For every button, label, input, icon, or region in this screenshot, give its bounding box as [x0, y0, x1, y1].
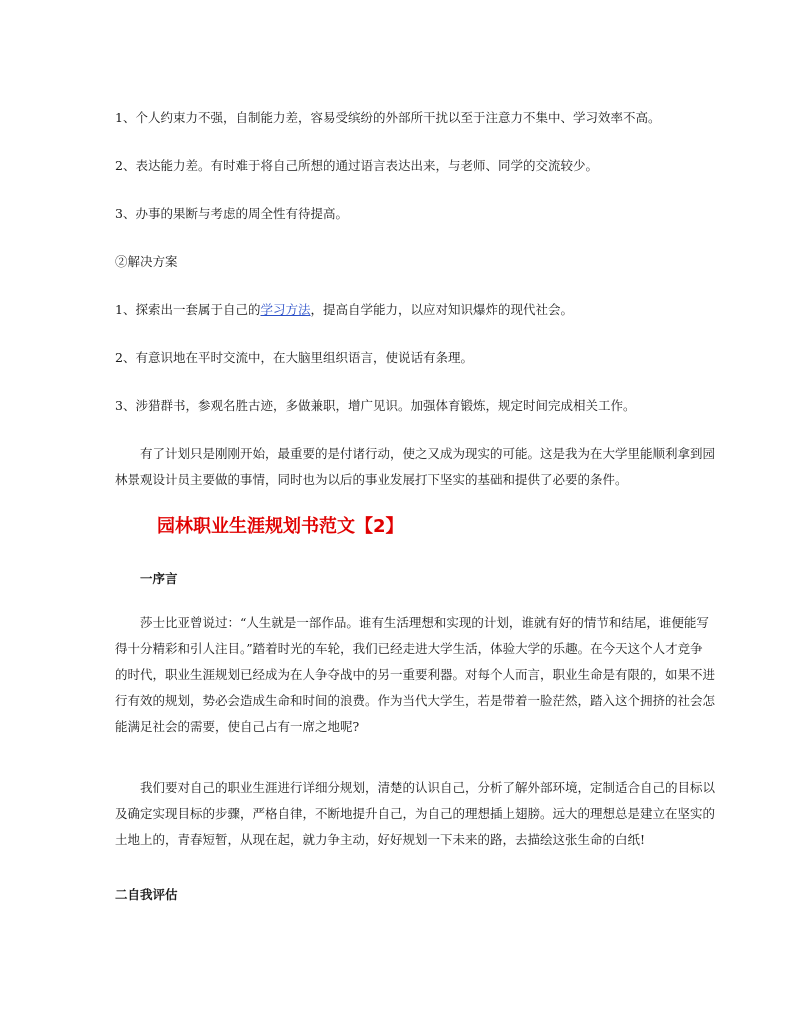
conclusion-paragraph: [115, 441, 716, 493]
solution-item-1-text-before: 1、探索出一套属于自己的: [115, 302, 261, 317]
preface-p2-line-1: 我们要对自己的职业生涯进行详细分规划，清楚的认识自己，分析了解外部环境，定制适合自己的目标以: [140, 780, 716, 795]
preface-p1-line-3: 的时代，职业生涯规划已经成为在人争夺战中的另一重要利器。对每个人而言，职业生命是有限的，如果不进: [115, 667, 716, 682]
solution-item-2: 2、有意识地在平时交流中，在大脑里组织语言，使说话有条理。: [115, 350, 473, 365]
preface-paragraph-1: [115, 610, 716, 740]
weakness-item-2: 2、表达能力差。有时难于将自己所想的通过语言表达出来，与老师、同学的交流较少。: [115, 158, 598, 173]
solution-item-1-text-after: ，提高自学能力，以应对知识爆炸的现代社会。: [310, 302, 573, 317]
section-heading-self-assessment: 二自我评估: [115, 887, 178, 902]
conclusion-line-2: 林景观设计员主要做的事情，同时也为以后的事业发展打下坚实的基础和提供了必要的条件。: [115, 472, 628, 487]
solution-item-3: 3、涉猎群书，参观名胜古迹，多做兼职，增广见识。加强体育锻炼，规定时间完成相关工作。: [115, 398, 636, 413]
preface-p1-line-1: 莎士比亚曾说过：“人生就是一部作品。谁有生活理想和实现的计划，谁就有好的情节和结尾，谁便能写: [140, 615, 709, 630]
section-heading-preface: 一序言: [140, 571, 178, 586]
preface-p1-line-4: 行有效的规划，势必会造成生命和时间的浪费。作为当代大学生，若是带着一脸茫然，踏入这个拥挤的社会怎: [115, 693, 716, 708]
weakness-item-3: 3、办事的果断与考虑的周全性有待提高。: [115, 206, 348, 221]
article-title: 园林职业生涯规划书范文【2】: [157, 516, 404, 537]
weakness-item-1: 1、个人约束力不强，自制能力差，容易受缤纷的外部所干扰以至于注意力不集中、学习效率不高。: [115, 110, 661, 125]
preface-p1-line-2: 得十分精彩和引人注目。”踏着时光的车轮，我们已经走进大学生活，体验大学的乐趣。在今天这个人才竞争: [115, 641, 703, 656]
preface-p2-line-3: 土地上的，青春短暂，从现在起，就力争主动，好好规划一下未来的路，去描绘这张生命的白纸!: [115, 832, 646, 847]
solution-heading: ②解决方案: [115, 254, 178, 269]
preface-p1-line-5: 能满足社会的需要，使自己占有一席之地呢?: [115, 719, 360, 734]
study-method-link[interactable]: 学习方法: [260, 302, 311, 317]
solution-item-1: [115, 302, 690, 318]
preface-p2-line-2: 及确定实现目标的步骤，严格自律，不断地提升自己，为自己的理想插上翅膀。远大的理想总是建立在坚实的: [115, 806, 716, 821]
preface-paragraph-2: [115, 775, 716, 853]
conclusion-line-1: 有了计划只是刚刚开始，最重要的是付诸行动，使之又成为现实的可能。这是我为在大学里能顺利拿到园: [140, 446, 716, 461]
